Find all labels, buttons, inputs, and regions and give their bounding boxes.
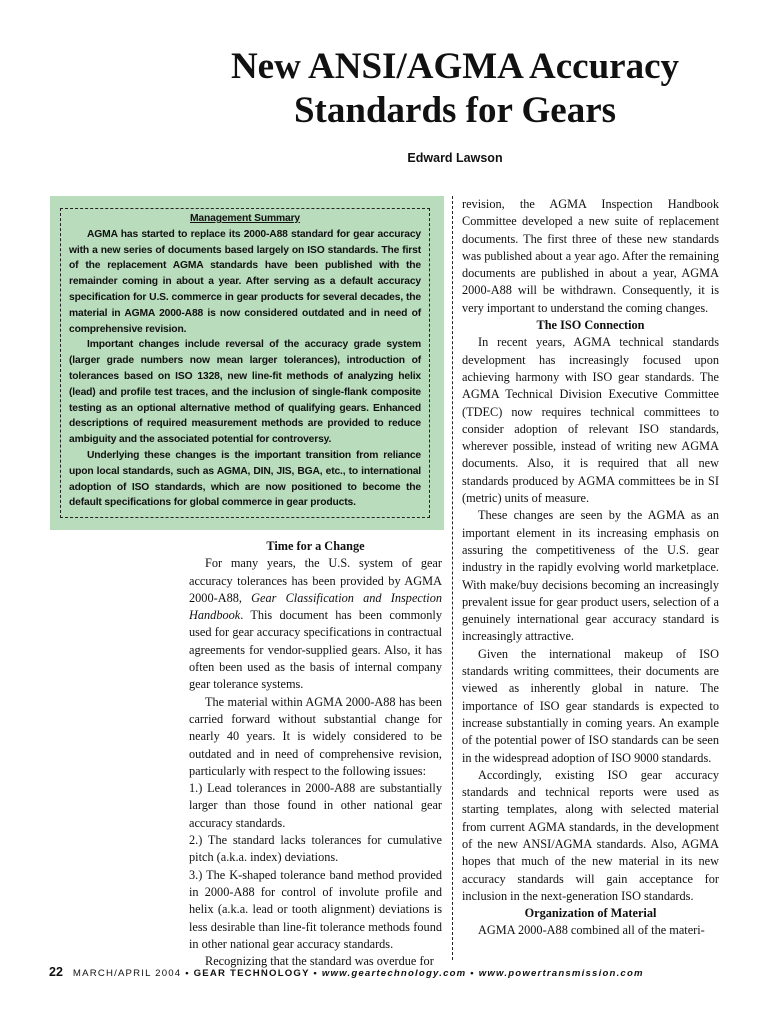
body-paragraph: These changes are seen by the AGMA as an important element in its increasing emphasis on assuring the competitiveness of the U.S. gear industry in the rapidly evolving world marketplace. With make/buy decisions becoming an increasingly prevalent issue for gear product users, selection of a genuinely international gear accuracy standard is increasingly attractive. — [462, 508, 719, 644]
article-title-line-2: Standards for Gears — [293, 90, 617, 131]
section-heading-organization: Organization of Material — [524, 906, 657, 921]
magazine-name: GEAR TECHNOLOGY — [193, 968, 310, 979]
body-paragraph: In recent years, AGMA technical standards development has increasingly focused upon achieving harmony with ISO gear standards. The AGMA Technical Division Executive Committee (TDEC) now requires technical committees to consider adoption of relevant ISO standards, wherever possible, instead of writing new AGMA documents. Also, it is required that all new standards produced by AGMA committees be in SI (metric) units of measure. — [462, 335, 719, 506]
body-paragraph: The material within AGMA 2000-A88 has been carried forward without substantial change for nearly 40 years. It is widely considered to be outdated and in need of comprehensive revision, particularly with respect to the following issues: — [189, 694, 442, 778]
website-link-powertransmission[interactable]: www.powertransmission.com — [478, 968, 644, 979]
page-number: 22 — [49, 965, 63, 979]
footer-separator: • — [466, 968, 479, 979]
body-text: For many years, the U.S. system of gear accuracy tolerances has been provided by AGMA 2000-A88, — [189, 556, 442, 605]
article-title-line-1: New ANSI/AGMA Accuracy — [230, 46, 680, 87]
author-byline: Edward Lawson — [407, 151, 503, 165]
issue-list-item-3: 3.) The K-shaped tolerance band method provided in 2000-A88 for control of involute profile and helix (a.k.a. lead or tooth alignment) deviations is less desirable than line-fit tolerance methods found in other national gear accuracy standards. — [189, 867, 442, 951]
issue-list-item-2: 2.) The standard lacks tolerances for cumulative pitch (a.k.a. index) deviations. — [189, 833, 442, 865]
website-link-geartechnology[interactable]: www.geartechnology.com — [321, 968, 467, 979]
page-footer — [49, 965, 729, 979]
right-text-column — [462, 196, 719, 940]
body-paragraph: revision, the AGMA Inspection Handbook Committee developed a new suite of replacement documents. The first three of these new standards was published about a year ago. After the remaining documents are published in about a year, AGMA 2000-A88 will be withdrawn. Consequently, it is very important to understand the coming changes. — [462, 197, 719, 315]
body-paragraph: Given the international makeup of ISO standards writing committees, their documents are viewed as inherently global in nature. The importance of ISO gear standards is expected to increase substantially in coming years. An example of the potential power of ISO standards can be seen in the widespread adoption of ISO 9000 standards. — [462, 646, 719, 765]
document-title-italic: Gear Classification and Inspection Handbook — [189, 590, 442, 623]
column-divider — [452, 196, 453, 960]
body-text: . This document has been commonly used for gear accuracy specifications in contractual agreements for vendor-supplied gears. Also, it has often been used as the basis of internal company gear tolerance systems. — [189, 608, 442, 692]
summary-paragraph-3: Underlying these changes is the important transition from reliance upon local standards, such as AGMA, DIN, JIS, BGA, etc., to international adoption of ISO standards, which are now positioned to become the default specifications for global commerce in gear products. — [69, 449, 421, 509]
body-paragraph — [189, 555, 442, 693]
issue-list-item-1: 1.) Lead tolerances in 2000-A88 are substantially larger than those found in other national gear accuracy standards. — [189, 781, 442, 830]
management-summary-heading: Management Summary — [189, 213, 301, 224]
footer-separator: • — [309, 968, 322, 979]
management-summary-frame — [60, 208, 430, 518]
section-heading-iso-connection: The ISO Connection — [536, 318, 645, 333]
management-summary-box — [50, 196, 444, 530]
issue-date: MARCH/APRIL 2004 — [72, 968, 182, 979]
article-title — [190, 45, 720, 133]
left-text-column — [189, 538, 442, 970]
summary-paragraph-1: AGMA has started to replace its 2000-A88 standard for gear accuracy with a new series of documents based largely on ISO standards. The first of the replacement AGMA standards have been published with the remainder coming in about a year. After serving as a default accuracy specification for U.S. commerce in gear products for several decades, the material in AGMA 2000-A88 is now considered outdated and in need of comprehensive revision. — [69, 228, 421, 335]
body-paragraph: AGMA 2000-A88 combined all of the materi- — [478, 923, 705, 938]
body-paragraph: Recognizing that the standard was overdue for — [205, 954, 434, 969]
summary-paragraph-2: Important changes include reversal of the accuracy grade system (larger grade numbers now mean larger tolerances), introduction of tolerances based on ISO 1328, new line-fit methods of analyzing helix (lead) and profile test traces, and the inclusion of single-flank composite testing as an optional alternative method of qualifying gears. Enhanced descriptions of required measurement methods are provided to reduce ambiguity and the associated potential for controversy. — [69, 339, 421, 446]
body-paragraph: Accordingly, existing ISO gear accuracy standards and technical reports were used as starting templates, along with selected material from current AGMA standards, in the development of the new ANSI/AGMA standards. Also, AGMA hopes that much of the new material in its new accuracy standards will gain acceptance for inclusion in the next-generation ISO standards. — [462, 767, 719, 903]
section-heading-time-for-a-change: Time for a Change — [266, 539, 365, 553]
footer-separator: • — [181, 968, 194, 979]
